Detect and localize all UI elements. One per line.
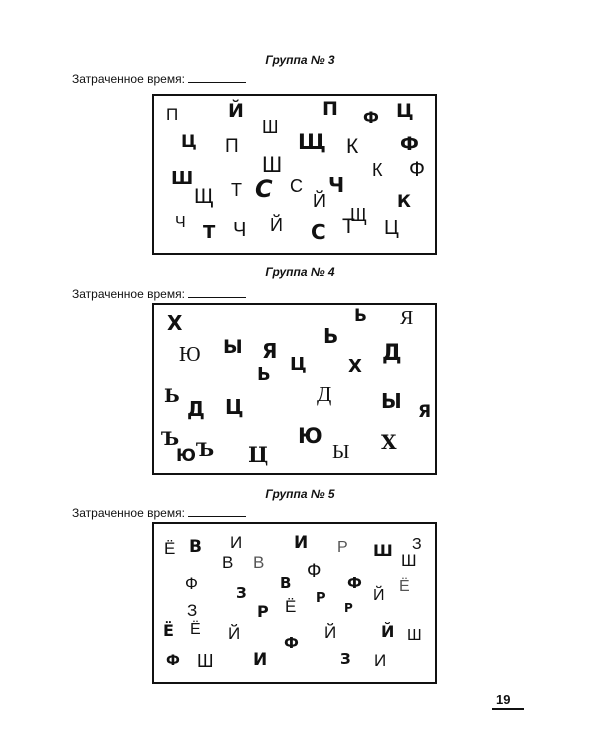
letter: Ъ xyxy=(161,428,180,450)
letter: В xyxy=(253,553,265,572)
page-number-rule xyxy=(492,708,524,710)
letter: Ь xyxy=(257,364,271,385)
letter: З xyxy=(236,584,247,602)
letter: К xyxy=(397,192,411,212)
letter: Ц xyxy=(248,442,269,467)
letter: Д xyxy=(317,382,332,406)
letter: Ф xyxy=(400,133,419,155)
letter: Ъ xyxy=(196,439,215,461)
letter: Д xyxy=(187,397,205,421)
letter: Ь xyxy=(354,306,367,326)
letter: В xyxy=(280,574,292,592)
letter: Ф xyxy=(347,574,362,592)
letter: С xyxy=(290,176,303,196)
group-3-title: Группа № 3 xyxy=(265,53,335,67)
group-5-letter-box xyxy=(152,522,437,684)
group-5-time-line xyxy=(72,506,246,520)
letter: К xyxy=(372,160,383,180)
letter: Ф xyxy=(363,108,379,127)
letter: Ы xyxy=(332,441,350,463)
letter: Р xyxy=(257,602,269,621)
group-5-title: Группа № 5 xyxy=(265,487,335,501)
letter: Ч xyxy=(328,173,345,197)
letter: Ш xyxy=(373,541,393,560)
letter: Й xyxy=(313,191,326,211)
letter: П xyxy=(166,105,179,124)
letter: Й xyxy=(324,623,337,642)
letter: И xyxy=(230,533,243,552)
group-4-time-blank[interactable] xyxy=(188,287,246,298)
letter: И xyxy=(374,651,387,670)
letter: П xyxy=(225,136,239,157)
letter: Я xyxy=(418,402,432,422)
group-3-time-blank[interactable] xyxy=(188,72,246,83)
letter: В xyxy=(222,553,234,572)
letter: Ш xyxy=(401,551,417,570)
letter: Й xyxy=(270,215,283,235)
letter: Ю xyxy=(176,446,196,466)
letter: Ч xyxy=(233,219,247,241)
letter: Й xyxy=(381,622,395,641)
letter: С xyxy=(311,220,326,244)
letter: Ё xyxy=(164,539,176,558)
letter: З xyxy=(412,536,422,553)
group-3-time-label: Затраченное время: xyxy=(72,72,185,86)
page-number: 19 xyxy=(496,692,511,707)
letter: Ц xyxy=(290,354,307,375)
letter: Щ xyxy=(350,205,367,225)
letter: Ц xyxy=(396,100,414,122)
letter: В xyxy=(189,537,202,557)
group-5-time-blank[interactable] xyxy=(188,506,246,517)
letter: Ё xyxy=(399,578,410,595)
letter: Ю xyxy=(179,342,201,366)
letter: Ю xyxy=(298,424,323,448)
letter: И xyxy=(294,533,309,553)
letter: Ш xyxy=(262,152,283,177)
group-4-title: Группа № 4 xyxy=(265,265,335,279)
letter: К xyxy=(346,135,359,158)
group-4-letter-box xyxy=(152,303,437,475)
group-3-time-line xyxy=(72,72,246,86)
letter: Х xyxy=(167,311,183,335)
letter: Щ xyxy=(194,185,214,208)
letter: И xyxy=(253,650,268,670)
letter: Ё xyxy=(285,597,297,616)
letter: Й xyxy=(373,587,385,604)
letter: Р xyxy=(316,591,326,606)
group-5-time-label: Затраченное время: xyxy=(72,506,185,520)
letter: Я xyxy=(400,307,414,329)
letter: Р xyxy=(344,601,353,615)
letter: Ц xyxy=(181,132,197,152)
letter: Х xyxy=(348,356,362,377)
letter: Й xyxy=(228,624,241,643)
group-4-time-label: Затраченное время: xyxy=(72,287,185,301)
letter: Ф xyxy=(307,561,322,582)
letter: Ц xyxy=(225,395,244,419)
letter: З xyxy=(340,650,351,668)
group-3-letter-box xyxy=(152,94,437,255)
letter: Ь xyxy=(164,385,180,407)
letter: Т xyxy=(231,180,242,200)
letter: Ф xyxy=(284,634,299,652)
letter: П xyxy=(322,98,338,120)
letter: З xyxy=(187,601,198,620)
letter: Т xyxy=(203,222,216,243)
letter: Ь xyxy=(323,324,339,348)
letter: Щ xyxy=(298,130,326,154)
letter: Ё xyxy=(163,621,174,640)
letter: Й xyxy=(228,100,244,122)
letter: Р xyxy=(337,539,348,556)
group-4-time-line xyxy=(72,287,246,301)
letter: Ф xyxy=(185,574,198,593)
letter: Ш xyxy=(407,627,422,644)
letter: Ы xyxy=(381,389,402,413)
letter: Ф xyxy=(409,158,425,181)
letter: Ц xyxy=(384,217,399,239)
letter: Ы xyxy=(223,336,243,358)
letter: Ш xyxy=(262,117,279,137)
letter: Ф xyxy=(166,653,180,669)
letter: Д xyxy=(382,341,402,366)
letter: Ч xyxy=(175,214,186,231)
letter: Ш xyxy=(197,651,214,671)
letter: Ш xyxy=(171,168,194,189)
letter: Ё xyxy=(190,621,201,638)
letter: Я xyxy=(262,339,278,363)
letter: Х xyxy=(381,430,397,454)
letter: Т xyxy=(342,215,355,238)
letter: С xyxy=(255,175,273,203)
